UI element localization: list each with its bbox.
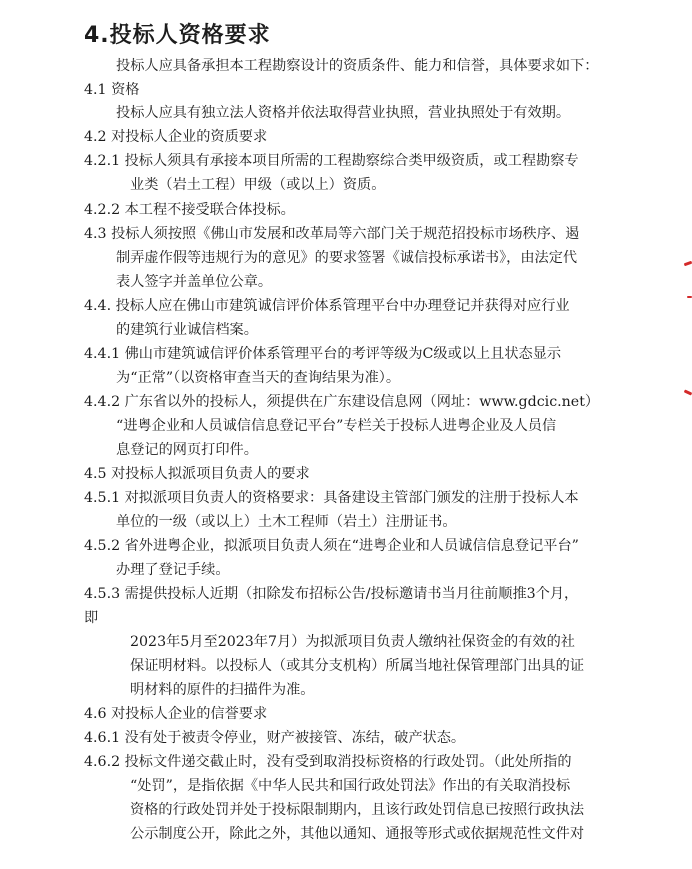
text-line: 制弄虚作假等违规行为的意见》的要求签署《诚信投标承诺书》，由法定代 (116, 250, 578, 266)
text-line: 4.4.2 广东省以外的投标人，须提供在广东建设信息网（网址：www.gdcic.net） (84, 394, 600, 410)
stamp-mark (684, 261, 692, 267)
text-line: 公示制度公开，除此之外，其他以通知、通报等形式或依据规范性文件对 (130, 826, 585, 842)
text-line: 4.4.1 佛山市建筑诚信评价体系管理平台的考评等级为C级或以上且状态显示 (84, 346, 562, 362)
text-line: 4.4. 投标人应在佛山市建筑诚信评价体系管理平台中办理登记并获得对应行业 (84, 298, 570, 314)
text-line: 4.6 对投标人企业的信誉要求 (84, 706, 268, 722)
stamp-mark (684, 389, 692, 395)
stamp-mark (687, 296, 692, 298)
text-line: 业类（岩土工程）甲级（或以上）资质。 (130, 177, 386, 193)
text-line: “处罚”，是指依据《中华人民共和国行政处罚法》作出的有关取消投标 (130, 778, 571, 794)
text-line: 4.5 对投标人拟派项目负责人的要求 (84, 466, 310, 482)
text-line: 表人签字并盖单位公章。 (116, 274, 273, 290)
text-line: 投标人应具有独立法人资格并依法取得营业执照，营业执照处于有效期。 (116, 105, 571, 121)
text-line: 4.5.2 省外进粤企业，拟派项目负责人须在“进粤企业和人员诚信信息登记平台” (84, 538, 579, 554)
text-line: 资格的行政处罚并处于投标限制期内，且该行政处罚信息已按照行政执法 (130, 802, 585, 818)
text-line: “进粤企业和人员诚信信息登记平台”专栏关于投标人进粤企业及人员信 (116, 418, 557, 434)
text-line: 4.2 对投标人企业的资质要求 (84, 129, 268, 145)
text-line: 4.1 资格 (84, 82, 140, 98)
text-line: 4.5.1 对拟派项目负责人的资格要求：具备建设主管部门颁发的注册于投标人本 (84, 490, 579, 506)
section-title: 4.投标人资格要求 (84, 23, 271, 48)
text-line: 息登记的网页打印件。 (116, 442, 258, 458)
text-line: 明材料的原件的扫描件为准。 (130, 682, 315, 698)
text-line: 保证明材料。以投标人（或其分支机构）所属当地社保管理部门出具的证 (130, 658, 585, 674)
text-line: 的建筑行业诚信档案。 (116, 322, 258, 338)
text-line: 办理了登记手续。 (116, 562, 230, 578)
text-line: 4.2.2 本工程不接受联合体投标。 (84, 202, 295, 218)
text-line: 4.6.1 没有处于被责令停业，财产被接管、冻结，破产状态。 (84, 730, 466, 746)
text-line: 即 (84, 610, 99, 626)
text-line: 为“正常”（以资格审查当天的查询结果为准）。 (116, 370, 401, 386)
text-line: 4.6.2 投标文件递交截止时，没有受到取消投标资格的行政处罚。（此处所指的 (84, 754, 572, 770)
text-line: 单位的一级（或以上）土木工程师（岩土）注册证书。 (116, 514, 457, 530)
text-line: 投标人应具备承担本工程勘察设计的资质条件、能力和信誉，具体要求如下： (116, 58, 599, 74)
text-line: 2023年5月至2023年7月）为拟派项目负责人缴纳社保资金的有效的社 (130, 634, 575, 650)
text-line: 4.5.3 需提供投标人近期（扣除发布招标公告/投标邀请书当月往前顺推3个月， (84, 586, 579, 602)
text-line: 4.3 投标人须按照《佛山市发展和改革局等六部门关于规范招投标市场秩序、遏 (84, 226, 580, 242)
text-line: 4.2.1 投标人须具有承接本项目所需的工程勘察综合类甲级资质，或工程勘察专 (84, 153, 579, 169)
